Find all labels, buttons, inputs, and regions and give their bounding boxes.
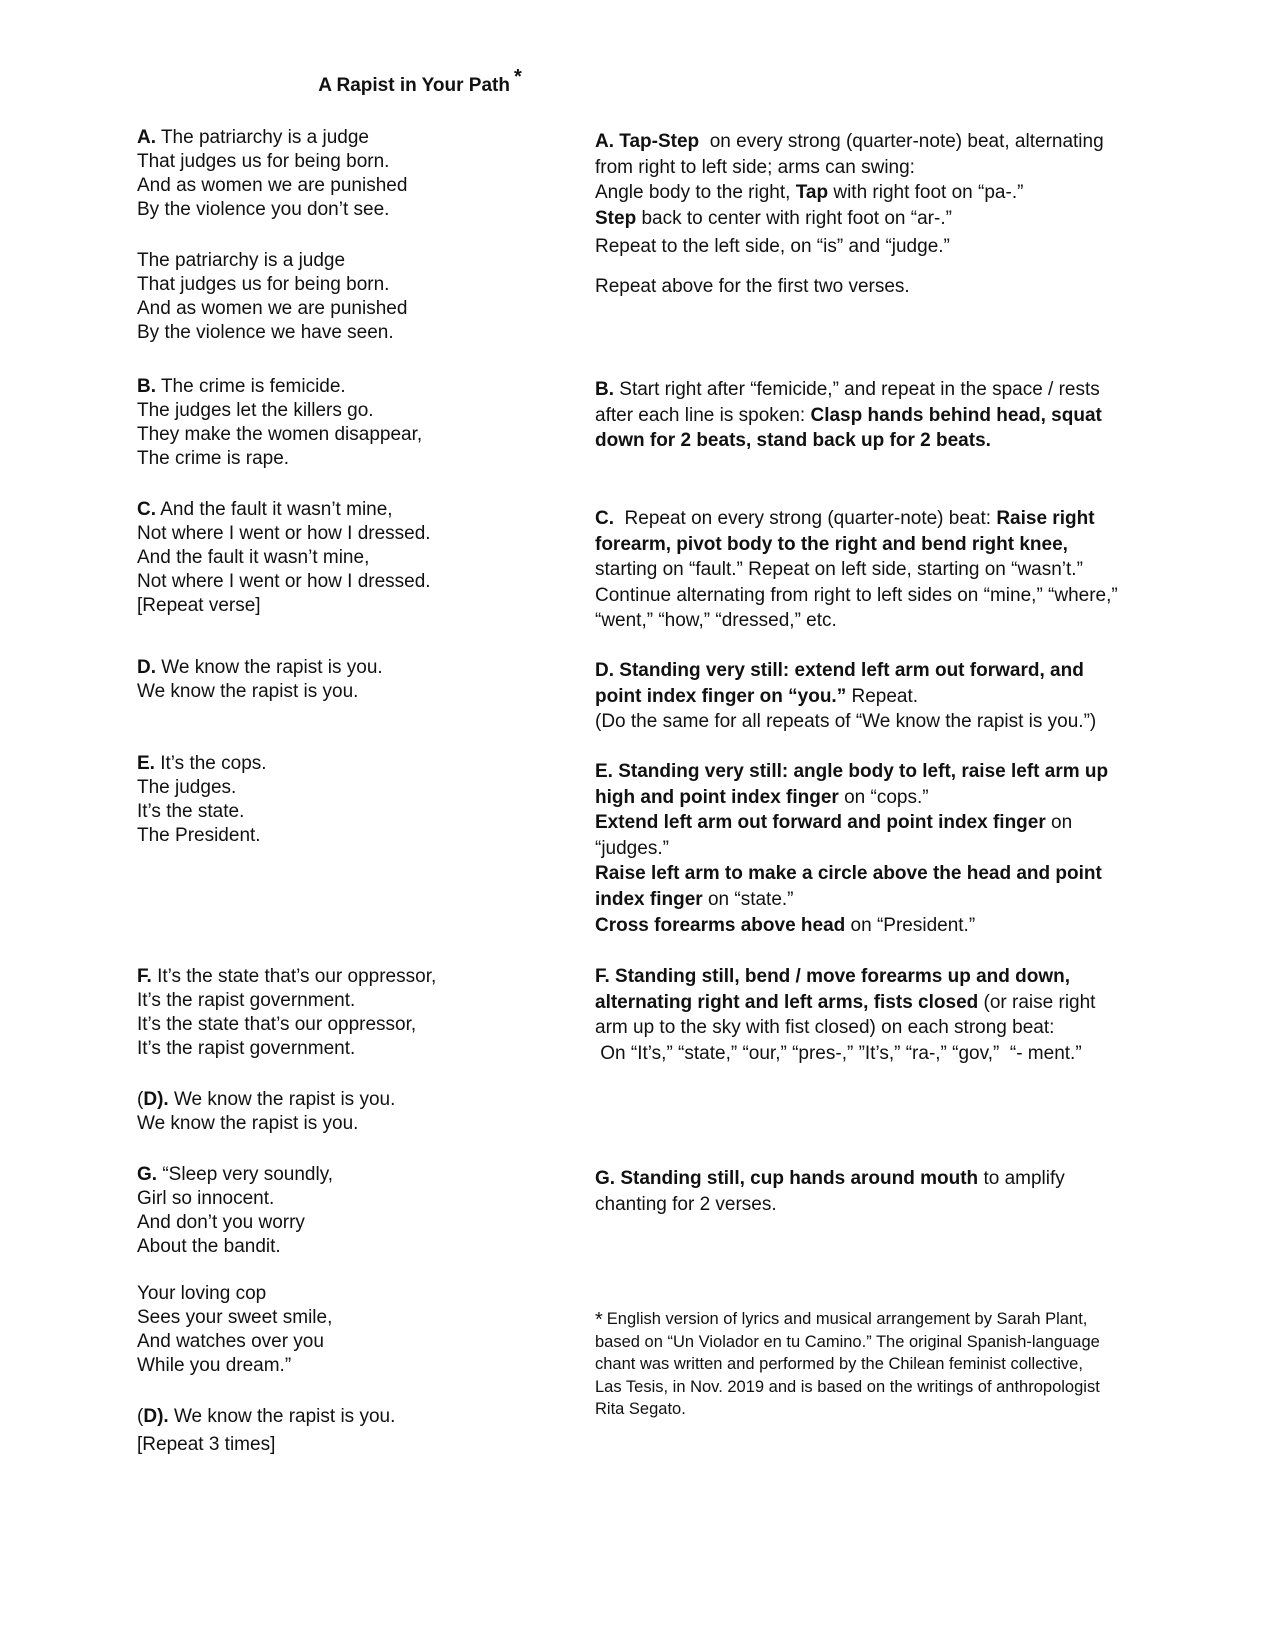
footnote-marker: * <box>595 1309 603 1331</box>
lyric-line: And watches over you <box>137 1331 324 1352</box>
instruction-text: Angle body to the right, <box>595 182 796 204</box>
lyric-line: It’s the state that’s our oppressor, <box>137 1014 417 1035</box>
instructions-section-f <box>595 964 1155 1066</box>
section-label: D <box>143 1406 158 1427</box>
section-label: F. <box>137 966 152 987</box>
lyrics-section-b <box>137 375 577 471</box>
lyrics-section-a <box>137 126 577 222</box>
instruction-text: on <box>1045 812 1073 834</box>
instruction-text: arm up to the sky with fist closed) on each strong beat: <box>595 1017 1055 1039</box>
instruction-text: chanting for 2 verses. <box>595 1193 777 1215</box>
instruction-bold: Raise left arm to make a circle above the head and point <box>595 863 1102 885</box>
lyric-line: They make the women disappear, <box>137 424 423 445</box>
section-label: D. <box>137 657 156 678</box>
instruction-text: on “President.” <box>845 914 976 936</box>
lyrics-section-e <box>137 752 577 848</box>
lyric-line: And as women we are punished <box>137 298 408 319</box>
lyric-line: The judges let the killers go. <box>137 400 374 421</box>
instruction-text: Continue alternating from right to left sides on “mine,” “where,” <box>595 584 1118 606</box>
instruction-bold: index finger <box>595 888 703 910</box>
lyrics-section-c <box>137 498 577 618</box>
footnote-line: English version of lyrics and musical arrangement by Sarah Plant, <box>606 1310 1088 1328</box>
instruction-bold: G. Standing still, cup hands around mouth <box>595 1168 979 1189</box>
section-label: A. <box>137 127 156 148</box>
instruction-bold: D. Standing very still: extend left arm out forward, and <box>595 660 1084 681</box>
lyrics-section-g-verse-2 <box>137 1282 577 1378</box>
instructions-section-e <box>595 759 1155 938</box>
instruction-bold: B. <box>595 379 614 400</box>
section-label: E. <box>137 753 155 774</box>
repeat-note: [Repeat verse] <box>137 595 261 616</box>
lyric-line: It’s the rapist government. <box>137 990 356 1011</box>
lyric-line: That judges us for being born. <box>137 151 390 172</box>
instruction-bold: A. Tap-Step <box>595 131 700 152</box>
lyric-line: We know the rapist is you. <box>173 1406 396 1427</box>
instruction-text: after each line is spoken: <box>595 404 811 426</box>
instruction-bold: Extend left arm out forward and point index finger <box>595 812 1046 834</box>
lyrics-section-d-final <box>137 1405 577 1457</box>
instruction-text: from right to left side; arms can swing: <box>595 156 915 178</box>
instruction-text: on “state.” <box>702 888 794 910</box>
instruction-text: Repeat. <box>846 685 919 707</box>
section-label: D <box>143 1089 158 1110</box>
lyrics-section-a-verse-2 <box>137 249 577 345</box>
lyric-line: And don’t you worry <box>137 1212 305 1233</box>
instructions-section-a <box>595 129 1155 300</box>
lyric-line: The crime is femicide. <box>160 376 346 397</box>
instruction-text: on “cops.” <box>838 786 929 808</box>
instructions-section-c <box>595 506 1155 634</box>
section-label: G. <box>137 1164 158 1185</box>
lyrics-section-d-repeat <box>137 1088 577 1136</box>
lyric-line: Your loving cop <box>137 1283 267 1304</box>
lyric-line: And the fault it wasn’t mine, <box>137 547 370 568</box>
lyric-line: The judges. <box>137 777 237 798</box>
lyric-line: That judges us for being born. <box>137 274 390 295</box>
lyric-line: We know the rapist is you. <box>137 681 359 702</box>
footnote <box>595 1307 1155 1421</box>
instruction-text: Repeat above for the first two verses. <box>595 275 910 297</box>
lyric-line: It’s the state that’s our oppressor, <box>157 966 437 987</box>
lyric-line: The patriarchy is a judge <box>160 127 369 148</box>
footnote-line: based on “Un Violador en tu Camino.” The original Spanish-language <box>595 1332 1100 1351</box>
lyric-line: Not where I went or how I dressed. <box>137 571 431 592</box>
instruction-text: “judges.” <box>595 837 669 859</box>
instruction-bold: Tap <box>795 182 829 204</box>
instruction-bold: E. Standing very still: angle body to left, raise left arm up <box>595 761 1109 782</box>
instructions-section-g <box>595 1166 1155 1217</box>
lyric-line: The crime is rape. <box>137 448 290 469</box>
instruction-bold: Cross forearms above head <box>595 914 846 936</box>
instruction-text: (Do the same for all repeats of “We know the rapist is you.”) <box>595 711 1097 733</box>
lyric-line: And the fault it wasn’t mine, <box>160 499 393 520</box>
lyric-line: We know the rapist is you. <box>173 1089 396 1110</box>
paren: ). <box>157 1089 169 1110</box>
lyric-line: And as women we are punished <box>137 175 408 196</box>
instruction-text: (or raise right <box>978 991 1096 1013</box>
lyric-line: The President. <box>137 825 261 846</box>
instruction-text: On “It’s,” “state,” “our,” “pres-,” ”It’s,” “ra-,” “gov,” “- ment.” <box>595 1042 1082 1064</box>
lyrics-section-d <box>137 656 577 704</box>
instruction-bold: high and point index finger <box>595 786 839 808</box>
lyric-line: About the bandit. <box>137 1236 281 1257</box>
page-title <box>0 66 840 97</box>
instruction-bold: Raise right <box>996 508 1095 529</box>
instruction-text: on every strong (quarter-note) beat, alternating <box>699 131 1104 152</box>
instruction-bold: F. Standing still, bend / move forearms up and down, <box>595 966 1071 987</box>
instruction-text: back to center with right foot on “ar-.” <box>636 207 952 229</box>
lyric-line: The patriarchy is a judge <box>137 250 346 271</box>
instruction-bold: forearm, pivot body to the right and bend right knee, <box>595 533 1068 555</box>
lyric-line: It’s the rapist government. <box>137 1038 356 1059</box>
instruction-text: starting on “fault.” Repeat on left side, starting on “wasn’t.” <box>595 559 1083 581</box>
title-footnote-marker: * <box>513 66 522 88</box>
instruction-text: “went,” “how,” “dressed,” etc. <box>595 610 837 632</box>
instruction-text: Repeat on every strong (quarter-note) beat: <box>614 508 997 529</box>
paren: ). <box>157 1406 169 1427</box>
section-label: B. <box>137 376 156 397</box>
repeat-note: [Repeat 3 times] <box>137 1434 276 1455</box>
lyric-line: It’s the state. <box>137 801 245 822</box>
paren: ( <box>137 1406 144 1427</box>
footnote-line: Las Tesis, in Nov. 2019 and is based on the writings of anthropologist <box>595 1377 1100 1396</box>
lyric-line: We know the rapist is you. <box>137 1113 359 1134</box>
lyric-line: Not where I went or how I dressed. <box>137 523 431 544</box>
lyric-line: We know the rapist is you. <box>161 657 383 678</box>
lyrics-section-f <box>137 965 577 1061</box>
instruction-text: to amplify <box>978 1168 1065 1189</box>
instruction-text: with right foot on “pa-.” <box>828 182 1024 204</box>
lyric-line: By the violence you don’t see. <box>137 199 390 220</box>
footnote-line: chant was written and performed by the Chilean feminist collective, <box>595 1355 1083 1373</box>
section-label: C. <box>137 499 156 520</box>
title-text: A Rapist in Your Path <box>318 75 510 96</box>
instruction-bold: down for 2 beats, stand back up for 2 beats. <box>595 430 991 452</box>
instructions-section-d <box>595 658 1155 735</box>
instruction-bold: point index finger on “you.” <box>595 685 847 707</box>
instruction-bold: alternating right and left arms, fists closed <box>595 991 979 1013</box>
instruction-bold: C. <box>595 508 614 529</box>
lyrics-section-g <box>137 1163 577 1259</box>
lyric-line: Girl so innocent. <box>137 1188 275 1209</box>
instruction-bold: Step <box>595 207 637 229</box>
instruction-text: Repeat to the left side, on “is” and “judge.” <box>595 236 950 258</box>
paren: ( <box>137 1089 144 1110</box>
lyric-line: By the violence we have seen. <box>137 322 394 343</box>
instruction-text: Start right after “femicide,” and repeat in the space / rests <box>614 379 1100 400</box>
lyric-line: Sees your sweet smile, <box>137 1307 333 1328</box>
instructions-section-b <box>595 377 1155 454</box>
instruction-bold: Clasp hands behind head, squat <box>810 404 1102 426</box>
lyric-line: While you dream.” <box>137 1355 292 1376</box>
lyric-line: It’s the cops. <box>160 753 267 774</box>
lyric-line: “Sleep very soundly, <box>162 1164 334 1185</box>
footnote-line: Rita Segato. <box>595 1400 686 1418</box>
